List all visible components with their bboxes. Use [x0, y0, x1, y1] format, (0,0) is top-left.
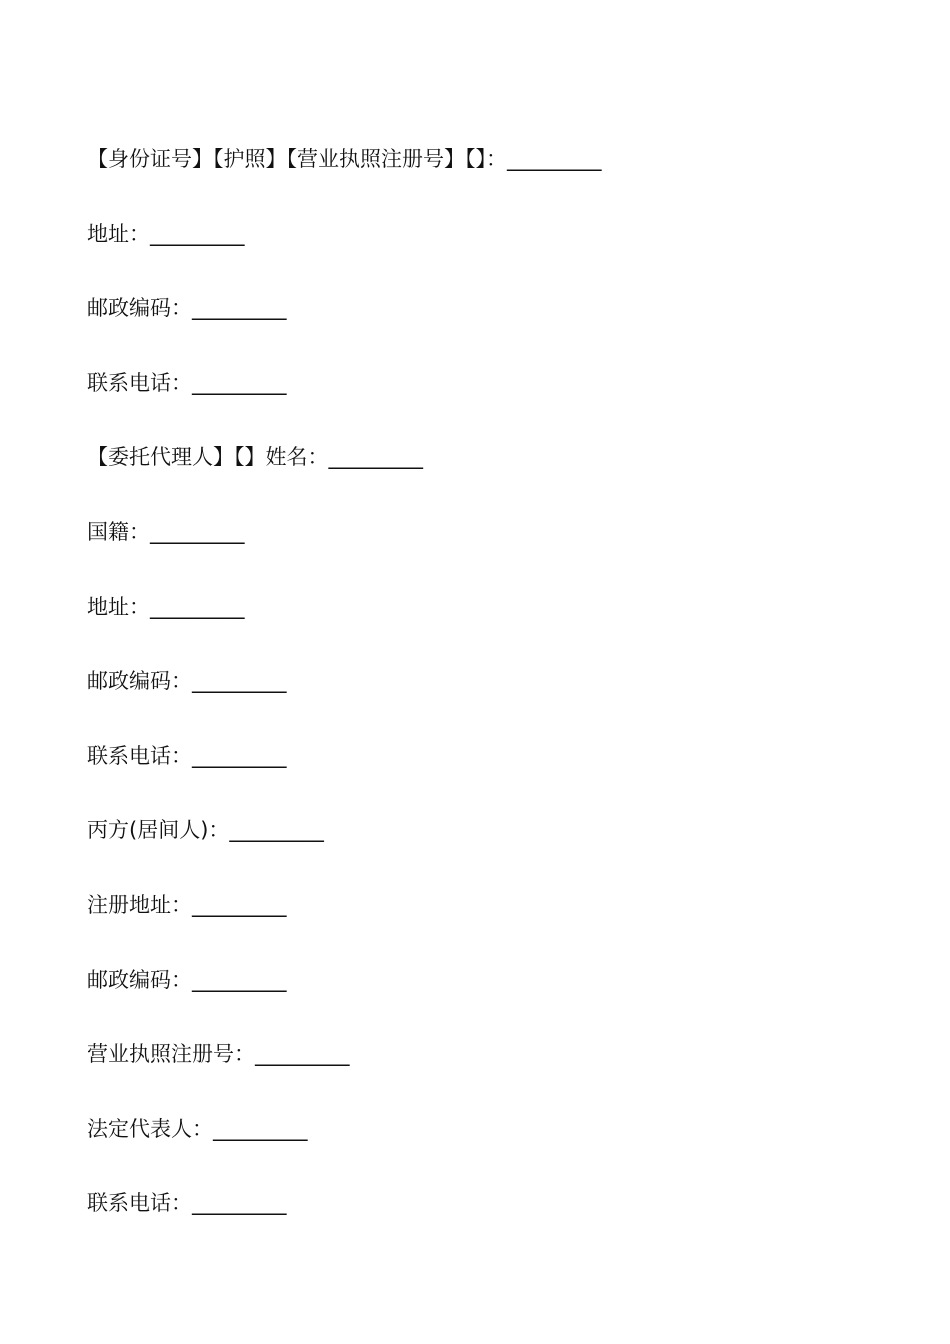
agent-address-field [87, 589, 867, 626]
agent-phone-field [87, 738, 867, 775]
party-c-phone-field [87, 1185, 867, 1222]
document-body [87, 141, 867, 1260]
field-text: 【身份证号】【护照】【营业执照注册号】【】：_________ [87, 147, 602, 171]
registered-address-field [87, 887, 867, 924]
phone-field [87, 365, 867, 402]
field-text: 地址：_________ [87, 594, 245, 619]
agent-postal-code-field [87, 663, 867, 700]
field-text: 国籍：_________ [87, 519, 245, 544]
field-text: 邮政编码：_________ [87, 296, 287, 321]
legal-representative-field [87, 1111, 867, 1148]
field-text: 注册地址：_________ [87, 892, 287, 917]
field-text: 邮政编码：_________ [87, 967, 287, 992]
field-text: 地址：_________ [87, 221, 245, 246]
field-text: 丙方(居间人)：_________ [87, 818, 324, 843]
party-c-postal-code-field [87, 962, 867, 999]
field-text: 联系电话：_________ [87, 370, 287, 395]
nationality-field [87, 514, 867, 551]
agent-name-field [87, 439, 867, 476]
party-c-field [87, 812, 867, 849]
field-text: 联系电话：_________ [87, 743, 287, 768]
field-text: 联系电话：_________ [87, 1191, 287, 1216]
field-text: 营业执照注册号：_________ [87, 1042, 350, 1067]
address-field [87, 216, 867, 253]
field-text: 法定代表人：_________ [87, 1116, 308, 1141]
field-text: 【委托代理人】【】姓名：_________ [87, 445, 423, 470]
business-license-field [87, 1036, 867, 1073]
id-number-field [87, 141, 867, 178]
postal-code-field [87, 290, 867, 327]
field-text: 邮政编码：_________ [87, 669, 287, 694]
